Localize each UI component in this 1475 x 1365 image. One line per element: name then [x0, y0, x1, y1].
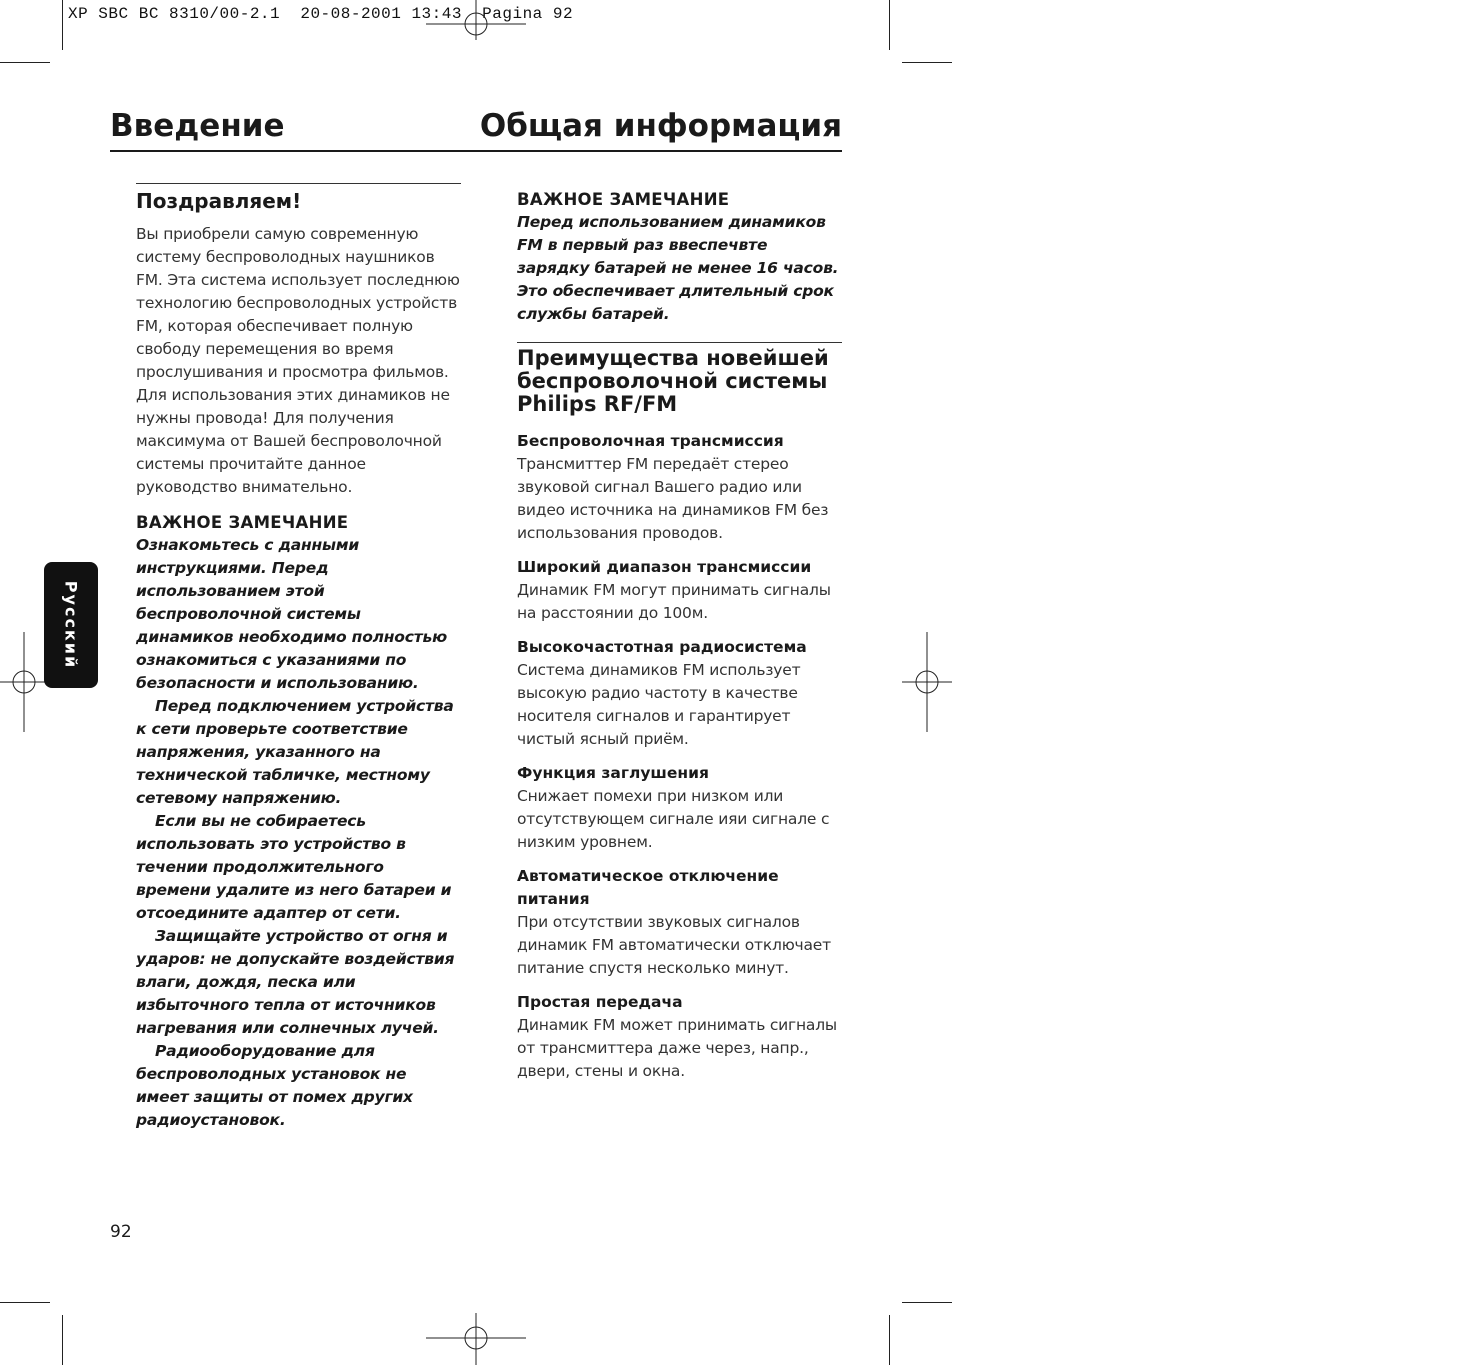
crop-mark [902, 1302, 952, 1303]
crop-mark [902, 62, 952, 63]
feature-item [517, 762, 842, 854]
important-note-paragraph: Если вы не собираетесь использовать это устройство в течении продолжительного времени удалите из него батареи и отсоедините адаптер от сети. [136, 812, 452, 922]
crop-mark [0, 62, 50, 63]
congrats-title: Поздравляем! [136, 189, 302, 213]
feature-text: Снижает помехи при низком или отсутствующем сигнале ияи сигнале с низким уровнем. [517, 787, 830, 851]
feature-text: Система динамиков FM использует высокую радио частоту в качестве носителя сигналов и гарантирует чистый ясный приём. [517, 661, 801, 748]
column-rule [517, 342, 842, 343]
registration-mark-top [426, 0, 526, 40]
feature-text: При отсутствии звуковых сигналов динамик FM автоматически отключает питание спустя несколько минут. [517, 913, 831, 977]
section-heading-left: Введение [110, 108, 285, 144]
crop-mark [62, 1315, 63, 1365]
feature-title: Автоматическое отключение питания [517, 867, 779, 908]
feature-item [517, 556, 842, 625]
feature-title: Широкий диапазон трансмиссии [517, 558, 812, 576]
feature-text: Динамик FM может принимать сигналы от трансмиттера даже через, напр., двери, стены и окна. [517, 1016, 837, 1080]
feature-item [517, 991, 842, 1083]
feature-text: Динамик FM могут принимать сигналы на расстоянии до 100м. [517, 581, 831, 622]
crop-mark [889, 1315, 890, 1365]
feature-item [517, 636, 842, 751]
feature-title: Высокочастотная радиосистема [517, 638, 807, 656]
important-note-paragraph: Защищайте устройство от огня и ударов: не допускайте воздействия влаги, дождя, песка или избыточного тепла от источников нагревания или солнечных лучей. [136, 927, 455, 1037]
feature-title: Функция заглушения [517, 764, 709, 782]
header-rule [110, 150, 842, 152]
column-rule [136, 183, 461, 184]
registration-mark-bottom [426, 1313, 526, 1365]
crop-mark [0, 1302, 50, 1303]
crop-mark [889, 0, 890, 50]
right-column [517, 183, 842, 1094]
advantages-title: Преимущества новейшей беспроволочной системы Philips RF/FM [517, 346, 829, 416]
feature-item [517, 430, 842, 545]
language-tab-label: Русский [61, 580, 81, 670]
page-number: 92 [110, 1222, 132, 1242]
important-note-paragraph: Перед подключением устройства к сети проверьте соответствие напряжения, указанного на технической табличке, местному сетевому напряжению. [136, 697, 454, 807]
intro-text: Вы приобрели самую современную систему беспроволодных наушников FM. Эта система использует последнюю технологию беспроволодных устройств FM, которая обеспечивает полную свободу перемещения во время прослушивания и просмотра фильмов. Для использования этих динамиков не нужны провода! Для получения максимума от Вашей беспроволочной системы прочитайте данное руководство внимательно. [136, 225, 460, 496]
crop-mark [62, 0, 63, 50]
feature-title: Беспроволочная трансмиссия [517, 432, 784, 450]
important-note-paragraph: Ознакомьтесь с данными инструкциями. Перед использованием этой беспроволочной системы динамиков необходимо полностью ознакомиться с указаниями по безопасности и использованию. [136, 536, 447, 692]
registration-mark-right [902, 632, 952, 732]
print-slug: XP SBC BC 8310/00-2.1 20-08-2001 13:43 Pagina 92 [68, 5, 574, 23]
important-note-paragraph: Радиооборудование для беспроволодных установок не имеет защиты от помех других радиоустановок. [136, 1042, 413, 1129]
feature-title: Простая передача [517, 993, 683, 1011]
feature-item [517, 865, 842, 980]
registration-mark-left [0, 632, 50, 732]
important-note-text: Перед использованием динамиков FM в первый раз ввеспечвте зарядку батарей не менее 16 часов. Это обеспечивает длительный срок службы батарей. [517, 213, 839, 323]
language-tab [44, 562, 98, 688]
important-note-title: ВАЖНОЕ ЗАМЕЧАНИЕ [517, 190, 730, 209]
important-note-title: ВАЖНОЕ ЗАМЕЧАНИЕ [136, 513, 349, 532]
left-column [136, 183, 461, 1132]
section-heading-right: Общая информация [479, 108, 842, 144]
feature-text: Трансмиттер FM передаёт стерео звуковой сигнал Вашего радио или видео источника на динамиков FM без использования проводов. [517, 455, 829, 542]
